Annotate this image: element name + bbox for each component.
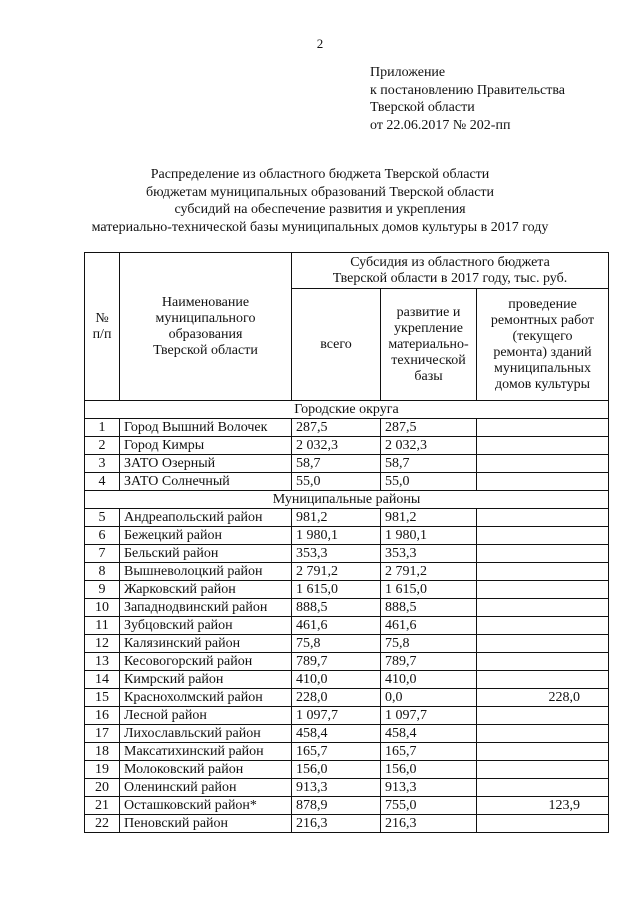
row-name: Калязинский район <box>120 635 292 653</box>
row-num: 9 <box>85 581 120 599</box>
row-repair <box>477 815 609 833</box>
row-num: 11 <box>85 617 120 635</box>
row-name: Лихославльский район <box>120 725 292 743</box>
header-repair-text: проведение ремонтных работ (текущего ремонта) зданий муниципальных домов культуры <box>490 296 595 392</box>
row-name: Краснохолмский район <box>120 689 292 707</box>
row-development: 981,2 <box>381 509 477 527</box>
title-line: материально-технической базы муниципальных домов культуры в 2017 году <box>91 219 549 235</box>
row-num: 5 <box>85 509 120 527</box>
row-total: 1 097,7 <box>292 707 381 725</box>
table-row <box>85 455 609 473</box>
row-development: 287,5 <box>381 419 477 437</box>
table-row <box>85 437 609 455</box>
row-total: 458,4 <box>292 725 381 743</box>
row-num: 10 <box>85 599 120 617</box>
header-name-text: Наименование муниципального образования Тверской области <box>153 294 258 358</box>
row-total: 156,0 <box>292 761 381 779</box>
header-development <box>381 289 477 401</box>
row-num: 3 <box>85 455 120 473</box>
row-num: 15 <box>85 689 120 707</box>
row-repair <box>477 419 609 437</box>
table-row <box>85 815 609 833</box>
header-num-text: № п/п <box>92 310 112 342</box>
header-development-text: развитие и укрепление материально- технической базы <box>388 304 469 384</box>
row-name: Максатихинский район <box>120 743 292 761</box>
table-row <box>85 545 609 563</box>
row-total: 55,0 <box>292 473 381 491</box>
row-total: 878,9 <box>292 797 381 815</box>
row-repair <box>477 743 609 761</box>
row-name: Оленинский район <box>120 779 292 797</box>
row-num: 6 <box>85 527 120 545</box>
row-development: 461,6 <box>381 617 477 635</box>
row-total: 165,7 <box>292 743 381 761</box>
row-repair <box>477 545 609 563</box>
table-row <box>85 707 609 725</box>
appendix-line: к постановлению Правительства <box>370 82 566 98</box>
row-num: 2 <box>85 437 120 455</box>
table-row <box>85 599 609 617</box>
row-repair <box>477 437 609 455</box>
row-repair <box>477 527 609 545</box>
row-num: 8 <box>85 563 120 581</box>
row-total: 410,0 <box>292 671 381 689</box>
page-number: 2 <box>316 36 324 51</box>
row-total: 353,3 <box>292 545 381 563</box>
row-name: Молоковский район <box>120 761 292 779</box>
row-development: 410,0 <box>381 671 477 689</box>
appendix-line: Приложение <box>370 65 446 80</box>
row-development: 156,0 <box>381 761 477 779</box>
row-repair <box>477 761 609 779</box>
table-row <box>85 761 609 779</box>
row-name: ЗАТО Солнечный <box>120 473 292 491</box>
table-row <box>85 725 609 743</box>
section-title: Муниципальные районы <box>85 491 609 509</box>
table-row <box>85 527 609 545</box>
header-num <box>85 253 120 401</box>
row-name: Жарковский район <box>120 581 292 599</box>
row-repair <box>477 725 609 743</box>
row-development: 216,3 <box>381 815 477 833</box>
section-row <box>85 491 609 509</box>
table-row <box>85 689 609 707</box>
row-total: 228,0 <box>292 689 381 707</box>
row-total: 789,7 <box>292 653 381 671</box>
table-row <box>85 509 609 527</box>
header-subsidy-group <box>292 253 609 289</box>
table-header <box>85 253 609 401</box>
header-total-text: всего <box>320 336 352 352</box>
row-num: 12 <box>85 635 120 653</box>
row-repair <box>477 635 609 653</box>
row-total: 981,2 <box>292 509 381 527</box>
row-development: 55,0 <box>381 473 477 491</box>
row-name: Зубцовский район <box>120 617 292 635</box>
header-subsidy-text: Субсидия из областного бюджета Тверской области в 2017 году, тыс. руб. <box>332 254 568 286</box>
row-repair <box>477 779 609 797</box>
title-line: бюджетам муниципальных образований Тверской области <box>145 184 495 200</box>
row-num: 1 <box>85 419 120 437</box>
row-name: Осташковский район* <box>120 797 292 815</box>
row-total: 287,5 <box>292 419 381 437</box>
row-development: 165,7 <box>381 743 477 761</box>
row-repair <box>477 581 609 599</box>
row-development: 58,7 <box>381 455 477 473</box>
row-name: Бежецкий район <box>120 527 292 545</box>
row-name: Бельский район <box>120 545 292 563</box>
row-num: 22 <box>85 815 120 833</box>
row-total: 461,6 <box>292 617 381 635</box>
row-repair <box>477 707 609 725</box>
row-development: 789,7 <box>381 653 477 671</box>
row-total: 1 980,1 <box>292 527 381 545</box>
row-repair <box>477 473 609 491</box>
subsidy-table <box>84 252 609 833</box>
table-row <box>85 563 609 581</box>
row-development: 75,8 <box>381 635 477 653</box>
table-row <box>85 473 609 491</box>
appendix-block <box>370 64 565 134</box>
table-row <box>85 581 609 599</box>
row-development: 1 097,7 <box>381 707 477 725</box>
row-repair <box>477 671 609 689</box>
row-repair <box>477 455 609 473</box>
row-development: 1 615,0 <box>381 581 477 599</box>
row-development: 0,0 <box>381 689 477 707</box>
row-num: 18 <box>85 743 120 761</box>
document-title <box>0 166 640 236</box>
table-row <box>85 419 609 437</box>
appendix-line: Тверской области <box>370 100 475 115</box>
title-line: Распределение из областного бюджета Тверской области <box>150 167 490 182</box>
row-total: 2 032,3 <box>292 437 381 455</box>
row-development: 458,4 <box>381 725 477 743</box>
row-num: 17 <box>85 725 120 743</box>
section-row <box>85 401 609 419</box>
row-name: Лесной район <box>120 707 292 725</box>
row-repair <box>477 617 609 635</box>
row-name: Город Кимры <box>120 437 292 455</box>
row-num: 13 <box>85 653 120 671</box>
row-development: 2 032,3 <box>381 437 477 455</box>
table-row <box>85 743 609 761</box>
row-name: Западнодвинский район <box>120 599 292 617</box>
row-num: 21 <box>85 797 120 815</box>
table-row <box>85 779 609 797</box>
row-name: Кимрский район <box>120 671 292 689</box>
row-num: 7 <box>85 545 120 563</box>
appendix-line: от 22.06.2017 № 202-пп <box>370 117 511 133</box>
row-num: 16 <box>85 707 120 725</box>
row-num: 19 <box>85 761 120 779</box>
row-name: Андреапольский район <box>120 509 292 527</box>
row-development: 913,3 <box>381 779 477 797</box>
row-repair <box>477 653 609 671</box>
row-repair <box>477 599 609 617</box>
row-num: 4 <box>85 473 120 491</box>
row-total: 913,3 <box>292 779 381 797</box>
row-name: Кесовогорский район <box>120 653 292 671</box>
title-line: субсидий на обеспечение развития и укрепления <box>174 202 466 217</box>
row-development: 353,3 <box>381 545 477 563</box>
row-name: Вышневолоцкий район <box>120 563 292 581</box>
header-name <box>120 253 292 401</box>
row-total: 2 791,2 <box>292 563 381 581</box>
row-repair: 228,0 <box>477 689 609 707</box>
row-development: 888,5 <box>381 599 477 617</box>
row-repair <box>477 563 609 581</box>
table-row <box>85 797 609 815</box>
row-num: 20 <box>85 779 120 797</box>
row-name: Пеновский район <box>120 815 292 833</box>
table-row <box>85 617 609 635</box>
table-row <box>85 671 609 689</box>
row-repair: 123,9 <box>477 797 609 815</box>
row-repair <box>477 509 609 527</box>
row-total: 1 615,0 <box>292 581 381 599</box>
table-row <box>85 635 609 653</box>
row-development: 2 791,2 <box>381 563 477 581</box>
header-total <box>292 289 381 401</box>
row-total: 216,3 <box>292 815 381 833</box>
header-repair <box>477 289 609 401</box>
row-total: 888,5 <box>292 599 381 617</box>
row-name: ЗАТО Озерный <box>120 455 292 473</box>
row-num: 14 <box>85 671 120 689</box>
row-name: Город Вышний Волочек <box>120 419 292 437</box>
row-total: 58,7 <box>292 455 381 473</box>
table-body <box>85 401 609 833</box>
table-row <box>85 653 609 671</box>
row-development: 1 980,1 <box>381 527 477 545</box>
row-total: 75,8 <box>292 635 381 653</box>
section-title: Городские округа <box>85 401 609 419</box>
row-development: 755,0 <box>381 797 477 815</box>
